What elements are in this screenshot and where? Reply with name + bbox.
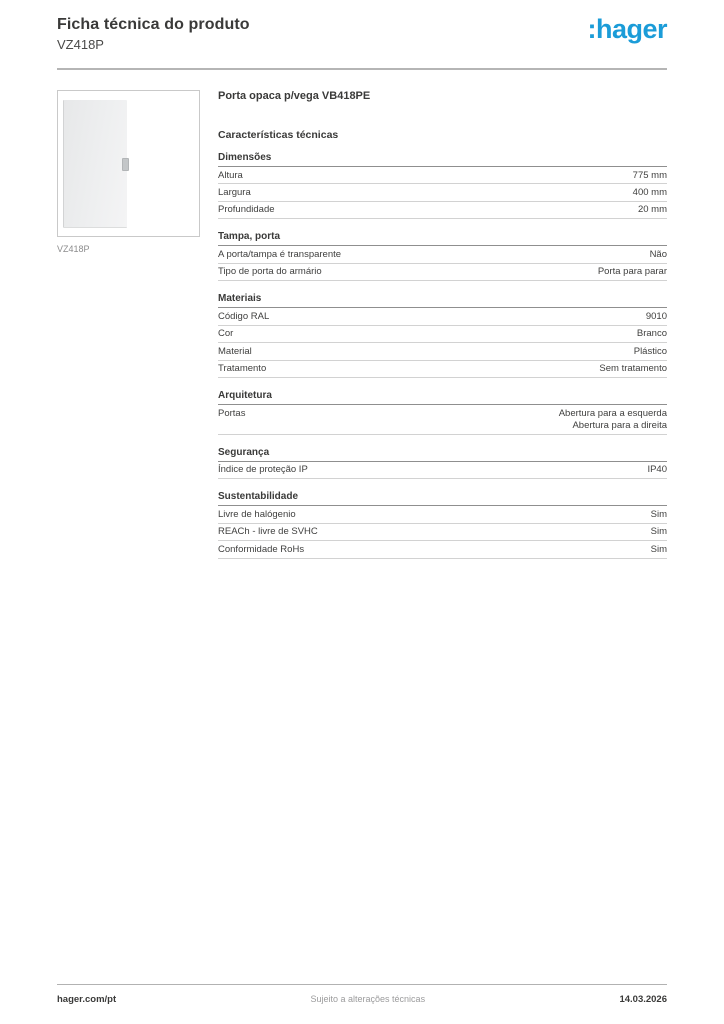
section-rows	[218, 462, 667, 479]
spec-label: A porta/tampa é transparente	[218, 248, 342, 260]
spec-row	[218, 184, 667, 201]
spec-row	[218, 167, 667, 184]
section-title: Segurança	[218, 447, 667, 462]
spec-label: Altura	[218, 169, 243, 181]
spec-value	[633, 170, 667, 182]
spec-section	[218, 491, 667, 558]
spec-value-line: Sim	[650, 543, 667, 555]
section-rows	[218, 246, 667, 281]
section-rows	[218, 308, 667, 378]
spec-value	[634, 346, 667, 358]
page-header	[57, 0, 667, 70]
spec-value-line: Abertura para a direita	[572, 419, 667, 431]
spec-row	[218, 264, 667, 281]
spec-value-line: Não	[649, 248, 667, 260]
spec-row	[218, 541, 667, 558]
spec-section	[218, 231, 667, 281]
spec-value-line: 9010	[645, 310, 667, 322]
spec-value-line: Plástico	[633, 345, 667, 357]
footer-website: hager.com/pt	[57, 994, 117, 1005]
section-rows	[218, 405, 667, 434]
spec-row	[218, 506, 667, 523]
spec-row	[218, 202, 667, 219]
spec-value	[633, 187, 667, 199]
spec-label: Tipo de porta do armário	[218, 266, 322, 278]
spec-value	[651, 509, 667, 521]
spec-label: Material	[218, 345, 252, 357]
spec-value	[646, 311, 667, 323]
spec-section	[218, 390, 667, 434]
spec-value-line: Branco	[636, 328, 667, 340]
spec-row	[218, 326, 667, 343]
section-rows	[218, 506, 667, 558]
spec-label: Tratamento	[218, 363, 267, 375]
spec-value	[637, 328, 667, 340]
product-reference: VZ418P	[57, 37, 104, 52]
page-title: Ficha técnica do produto	[57, 16, 250, 33]
spec-value-line: Sim	[650, 526, 667, 538]
spec-label: Livre de halógenio	[218, 508, 296, 520]
footer-date: 14.03.2026	[619, 994, 667, 1005]
spec-value-line: 400 mm	[632, 186, 667, 198]
page-footer	[57, 984, 667, 1005]
spec-section	[218, 447, 667, 479]
section-title: Arquitetura	[218, 390, 667, 405]
spec-value-line: 775 mm	[632, 169, 667, 181]
tech-characteristics-title: Características técnicas	[218, 129, 339, 141]
section-title: Tampa, porta	[218, 231, 667, 246]
spec-value-line: Abertura para a esquerda	[558, 407, 667, 419]
spec-value	[650, 249, 667, 261]
spec-label: Profundidade	[218, 204, 275, 216]
door-illustration	[63, 100, 127, 228]
spec-section	[218, 293, 667, 378]
spec-row	[218, 405, 667, 434]
spec-row	[218, 343, 667, 360]
spec-label: Conformidade RoHs	[218, 543, 305, 555]
spec-value-line: Sim	[650, 508, 667, 520]
spec-value	[647, 464, 667, 476]
product-name: Porta opaca p/vega VB418PE	[218, 90, 371, 102]
section-rows	[218, 167, 667, 219]
section-title: Sustentabilidade	[218, 491, 667, 506]
spec-label: REACh - livre de SVHC	[218, 526, 318, 538]
product-image	[57, 90, 200, 237]
spec-value	[651, 544, 667, 556]
spec-row	[218, 361, 667, 378]
door-handle	[122, 158, 129, 171]
section-title: Materiais	[218, 293, 667, 308]
footer-disclaimer: Sujeito a alterações técnicas	[310, 994, 426, 1004]
spec-label: Portas	[218, 407, 246, 419]
content-area	[57, 90, 667, 571]
spec-column	[218, 90, 667, 571]
section-title: Dimensões	[218, 152, 667, 167]
product-image-caption: VZ418P	[57, 244, 90, 254]
spec-value-line: Porta para parar	[597, 266, 667, 278]
spec-row	[218, 462, 667, 479]
spec-value-line: IP40	[647, 464, 667, 476]
spec-label: Índice de proteção IP	[218, 464, 308, 476]
spec-sections	[218, 152, 667, 559]
spec-value	[599, 363, 667, 375]
spec-value	[559, 408, 667, 432]
spec-section	[218, 152, 667, 219]
spec-label: Largura	[218, 186, 251, 198]
spec-value	[638, 204, 667, 216]
hager-logo: :hager	[587, 14, 667, 44]
spec-row	[218, 246, 667, 263]
spec-row	[218, 308, 667, 325]
spec-label: Código RAL	[218, 310, 270, 322]
spec-value	[598, 266, 667, 278]
spec-label: Cor	[218, 328, 234, 340]
spec-value-line: 20 mm	[637, 204, 667, 216]
spec-row	[218, 524, 667, 541]
spec-value-line: Sem tratamento	[599, 363, 667, 375]
spec-value	[651, 526, 667, 538]
product-image-column	[57, 90, 200, 571]
